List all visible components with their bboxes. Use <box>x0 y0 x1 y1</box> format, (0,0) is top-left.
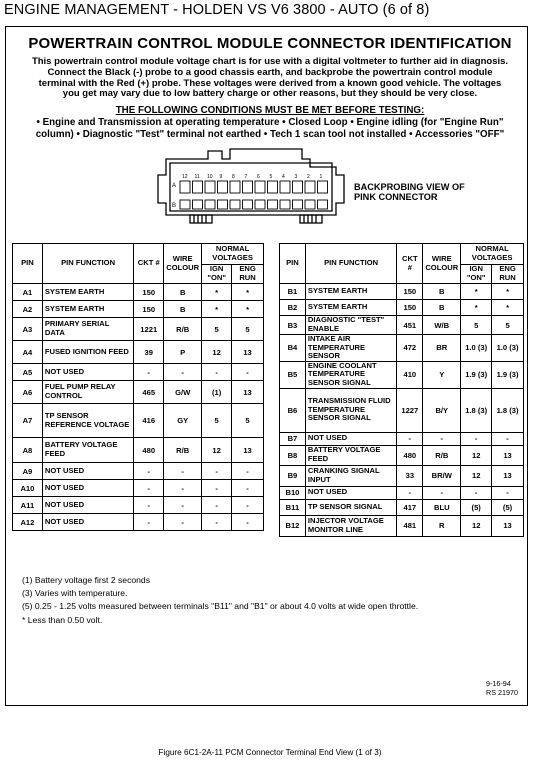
ckt-cell: - <box>134 497 164 514</box>
pin-function-cell: SYSTEM EARTH <box>305 300 396 316</box>
intro-line: This powertrain control module voltage chart is for use with a digital voltmeter to further aid in diagnosis. <box>31 56 509 67</box>
pin-function-cell: NOT USED <box>42 497 133 514</box>
cavity-b <box>180 200 190 209</box>
col-eng-header: ENG RUN <box>492 265 524 284</box>
ckt-cell: 480 <box>134 438 164 463</box>
pin-number-label: 7 <box>244 174 248 180</box>
wire-colour-cell: Y <box>423 361 461 388</box>
pin-function-cell: BATTERY VOLTAGE FEED <box>305 445 396 465</box>
eng-run-cell: (5) <box>492 499 524 515</box>
table-row <box>13 381 264 404</box>
col-normal-header: NORMAL VOLTAGES <box>461 244 524 265</box>
row-a-label: A <box>172 183 177 189</box>
pin-cell: B11 <box>280 499 306 515</box>
wire-colour-cell: R/B <box>164 438 202 463</box>
pin-number-label: 12 <box>182 174 188 180</box>
wire-colour-cell: - <box>423 432 461 445</box>
table-row <box>13 318 264 341</box>
eng-run-cell: 13 <box>232 341 264 364</box>
table-row <box>13 514 264 531</box>
connector-diagram <box>152 145 352 231</box>
pin-number-label: 8 <box>232 174 235 180</box>
eng-run-cell: - <box>232 364 264 381</box>
wire-colour-cell: B <box>164 301 202 318</box>
cavity-a <box>243 181 253 193</box>
pin-number-labels <box>182 174 323 180</box>
date-reference <box>486 680 518 697</box>
ign-on-cell: (1) <box>202 381 232 404</box>
col-function-header: PIN FUNCTION <box>42 244 133 284</box>
cavity-b <box>255 200 265 209</box>
table-row <box>280 432 524 445</box>
wire-colour-cell: - <box>164 497 202 514</box>
connector-caption <box>354 182 465 202</box>
pin-cell: A8 <box>13 438 43 463</box>
table-row <box>280 361 524 388</box>
ckt-cell: - <box>397 432 423 445</box>
col-ckt-header: CKT # <box>397 244 423 284</box>
ckt-cell: 1221 <box>134 318 164 341</box>
col-ign-header: IGN "ON" <box>202 265 232 284</box>
table-row <box>13 438 264 463</box>
col-wire-header: WIRE COLOUR <box>164 244 202 284</box>
ign-on-cell: * <box>461 284 492 300</box>
eng-run-cell: * <box>492 300 524 316</box>
pin-cell: A9 <box>13 463 43 480</box>
col-pin-header: PIN <box>280 244 306 284</box>
ckt-cell: - <box>397 486 423 499</box>
ckt-cell: 472 <box>397 335 423 362</box>
footnotes <box>22 574 418 627</box>
wire-colour-cell: B/Y <box>423 388 461 432</box>
eng-run-cell: 13 <box>492 465 524 486</box>
table-row <box>13 364 264 381</box>
ign-on-cell: - <box>202 514 232 531</box>
eng-run-cell: - <box>492 486 524 499</box>
pin-number-label: 5 <box>269 174 273 180</box>
cavity-a <box>255 181 265 193</box>
pin-function-cell: FUEL PUMP RELAY CONTROL <box>42 381 133 404</box>
wire-colour-cell: - <box>164 463 202 480</box>
table-row <box>280 284 524 300</box>
ign-on-cell: - <box>202 480 232 497</box>
pin-cell: A5 <box>13 364 43 381</box>
ckt-cell: 410 <box>397 361 423 388</box>
eng-run-cell: 1.0 (3) <box>492 335 524 362</box>
pin-cell: A7 <box>13 404 43 438</box>
table-row <box>13 463 264 480</box>
pin-function-cell: DIAGNOSTIC "TEST" ENABLE <box>305 316 396 335</box>
table-row <box>13 301 264 318</box>
wire-colour-cell: G/W <box>164 381 202 404</box>
eng-run-cell: 13 <box>232 381 264 404</box>
eng-run-cell: * <box>232 301 264 318</box>
table-row <box>13 480 264 497</box>
ckt-cell: - <box>134 514 164 531</box>
ckt-cell: 33 <box>397 465 423 486</box>
wire-colour-cell: B <box>423 300 461 316</box>
ign-on-cell: * <box>202 301 232 318</box>
cavity-a <box>230 181 240 193</box>
cavity-a <box>305 181 315 193</box>
ckt-cell: 150 <box>134 301 164 318</box>
pin-function-cell: SYSTEM EARTH <box>42 284 133 301</box>
wire-colour-cell: R/B <box>164 318 202 341</box>
footnote: * Less than 0.50 volt. <box>22 614 103 625</box>
pin-function-cell: TRANSMISSION FLUID TEMPERATURE SENSOR SIGNAL <box>305 388 396 432</box>
pin-cell: B3 <box>280 316 306 335</box>
table-row <box>280 499 524 515</box>
pin-table-b-body <box>280 284 524 537</box>
col-normal-header: NORMAL VOLTAGES <box>202 244 264 265</box>
wire-colour-cell: BR <box>423 335 461 362</box>
conditions-text <box>9 117 531 140</box>
col-wire-header: WIRE COLOUR <box>423 244 461 284</box>
col-function-header: PIN FUNCTION <box>305 244 396 284</box>
ckt-cell: 150 <box>397 284 423 300</box>
figure-caption: Figure 6C1-2A-11 PCM Connector Terminal End View (1 of 3) <box>158 748 382 757</box>
pin-cell: B6 <box>280 388 306 432</box>
table-row <box>280 515 524 536</box>
ign-on-cell: 1.0 (3) <box>461 335 492 362</box>
table-row <box>280 465 524 486</box>
eng-run-cell: - <box>232 514 264 531</box>
eng-run-cell: 13 <box>492 445 524 465</box>
pin-function-cell: FUSED IGNITION FEED <box>42 341 133 364</box>
pin-cell: B12 <box>280 515 306 536</box>
eng-run-cell: 1.9 (3) <box>492 361 524 388</box>
row-b-label: B <box>172 203 177 209</box>
pin-function-cell: SYSTEM EARTH <box>305 284 396 300</box>
ign-on-cell: 12 <box>461 445 492 465</box>
ckt-cell: 451 <box>397 316 423 335</box>
wire-colour-cell: R/B <box>423 445 461 465</box>
pin-function-cell: ENGINE COOLANT TEMPERATURE SENSOR SIGNAL <box>305 361 396 388</box>
pin-number-label: 6 <box>257 174 260 180</box>
cavity-b <box>205 200 215 209</box>
ign-on-cell: - <box>202 463 232 480</box>
ign-on-cell: 5 <box>202 318 232 341</box>
pin-function-cell: BATTERY VOLTAGE FEED <box>42 438 133 463</box>
eng-run-cell: 13 <box>232 438 264 463</box>
wire-colour-cell: GY <box>164 404 202 438</box>
conditions-line: • Engine and Transmission at operating temperature • Closed Loop • Engine idling (for "Engine Run" <box>36 117 504 128</box>
pin-table-a <box>12 243 264 531</box>
cavity-b <box>293 200 303 209</box>
table-row <box>13 404 264 438</box>
cavity-a <box>180 181 190 193</box>
wire-colour-cell: W/B <box>423 316 461 335</box>
pin-number-label: 1 <box>319 174 323 180</box>
table-row <box>280 300 524 316</box>
ign-on-cell: 5 <box>461 316 492 335</box>
cavity-b <box>318 200 328 209</box>
pin-function-cell: NOT USED <box>42 514 133 531</box>
cavity-a <box>218 181 228 193</box>
ckt-cell: 481 <box>397 515 423 536</box>
cavity-row-a <box>180 181 328 193</box>
cavity-a <box>280 181 290 193</box>
reference-number: RS 21970 <box>486 687 518 697</box>
cavity-a <box>268 181 278 193</box>
eng-run-cell: 5 <box>232 404 264 438</box>
pin-number-label: 10 <box>207 174 213 180</box>
pin-cell: B7 <box>280 432 306 445</box>
cavity-b <box>268 200 278 209</box>
col-eng-header: ENG RUN <box>232 265 264 284</box>
table-row <box>13 497 264 514</box>
pin-function-cell: PRIMARY SERIAL DATA <box>42 318 133 341</box>
pin-table-a-body <box>13 284 264 531</box>
cavity-b <box>218 200 228 209</box>
pin-function-cell: NOT USED <box>42 463 133 480</box>
eng-run-cell: - <box>492 432 524 445</box>
pin-cell: B4 <box>280 335 306 362</box>
pin-function-cell: NOT USED <box>305 432 396 445</box>
wire-colour-cell: - <box>423 486 461 499</box>
pin-function-cell: CRANKING SIGNAL INPUT <box>305 465 396 486</box>
pin-number-label: 3 <box>294 174 298 180</box>
eng-run-cell: 13 <box>492 515 524 536</box>
pin-function-cell: TP SENSOR SIGNAL <box>305 499 396 515</box>
eng-run-cell: * <box>232 284 264 301</box>
intro-line: Connect the Black (-) probe to a good chassis earth, and backprobe the powertrain control module <box>47 66 493 78</box>
wire-colour-cell: B <box>164 284 202 301</box>
footnote: (1) Battery voltage first 2 seconds <box>22 575 151 585</box>
ign-on-cell: * <box>461 300 492 316</box>
ign-on-cell: 12 <box>461 465 492 486</box>
ign-on-cell: - <box>202 497 232 514</box>
table-row <box>280 388 524 432</box>
pin-function-cell: INJECTOR VOLTAGE MONITOR LINE <box>305 515 396 536</box>
ckt-cell: 465 <box>134 381 164 404</box>
table-row <box>13 341 264 364</box>
pin-function-cell: NOT USED <box>42 480 133 497</box>
pin-function-cell: TP SENSOR REFERENCE VOLTAGE <box>42 404 133 438</box>
cavity-a <box>205 181 215 193</box>
ign-on-cell: - <box>461 486 492 499</box>
conditions-line: column) • Diagnostic "Test" terminal not earthed • Tech 1 scan tool not installed • Accessories "OFF" <box>35 128 505 140</box>
eng-run-cell: - <box>232 480 264 497</box>
ckt-cell: 417 <box>397 499 423 515</box>
ign-on-cell: 5 <box>202 404 232 438</box>
cavity-a <box>193 181 203 193</box>
ign-on-cell: - <box>461 432 492 445</box>
ckt-cell: 150 <box>134 284 164 301</box>
pin-function-cell: NOT USED <box>42 364 133 381</box>
wire-colour-cell: - <box>164 364 202 381</box>
cavity-b <box>305 200 315 209</box>
eng-run-cell: 5 <box>492 316 524 335</box>
cavity-row-b <box>180 200 328 209</box>
eng-run-cell: * <box>492 284 524 300</box>
wire-colour-cell: BR/W <box>423 465 461 486</box>
connector-caption-line: BACKPROBING VIEW OF <box>354 182 465 192</box>
ign-on-cell: - <box>202 364 232 381</box>
footnote: (3) Varies with temperature. <box>22 588 128 599</box>
intro-line: terminal with the Red (+) probe. These voltages were derived from a known good vehicle. The voltages <box>38 77 502 89</box>
wire-colour-cell: P <box>164 341 202 364</box>
eng-run-cell: 1.8 (3) <box>492 388 524 432</box>
eng-run-cell: - <box>232 497 264 514</box>
col-pin-header: PIN <box>13 244 43 284</box>
ckt-cell: 150 <box>397 300 423 316</box>
ign-on-cell: 1.9 (3) <box>461 361 492 388</box>
conditions-heading: THE FOLLOWING CONDITIONS MUST BE MET BEFORE TESTING: <box>115 105 425 116</box>
pin-table-b <box>279 243 524 537</box>
pin-cell: A11 <box>13 497 43 514</box>
table-row <box>280 316 524 335</box>
ckt-cell: 416 <box>134 404 164 438</box>
pin-cell: A1 <box>13 284 43 301</box>
pin-cell: B9 <box>280 465 306 486</box>
pin-function-cell: NOT USED <box>305 486 396 499</box>
pin-number-label: 11 <box>194 174 200 180</box>
wire-colour-cell: B <box>423 284 461 300</box>
ckt-cell: 1227 <box>397 388 423 432</box>
ckt-cell: 39 <box>134 341 164 364</box>
date: 9-16-94 <box>486 679 511 688</box>
cavity-a <box>293 181 303 193</box>
page-header: ENGINE MANAGEMENT - HOLDEN VS V6 3800 - AUTO (6 of 8) <box>4 2 430 18</box>
cavity-b <box>230 200 240 209</box>
col-ign-header: IGN "ON" <box>461 265 492 284</box>
table-row <box>280 445 524 465</box>
footnote: (5) 0.25 - 1.25 volts measured between terminals "B11" and "B1" or about 4.0 volts at wide open throttle. <box>22 601 419 612</box>
connector-caption-line: PINK CONNECTOR <box>354 192 438 202</box>
cavity-b <box>280 200 290 209</box>
pin-cell: A3 <box>13 318 43 341</box>
cavity-b <box>193 200 203 209</box>
wire-colour-cell: R <box>423 515 461 536</box>
pin-cell: A10 <box>13 480 43 497</box>
pin-cell: B1 <box>280 284 306 300</box>
ign-on-cell: 12 <box>461 515 492 536</box>
intro-text <box>9 57 531 100</box>
ckt-cell: - <box>134 364 164 381</box>
intro-line: you get may vary due to low battery charge or other reasons, but they should be very close. <box>62 88 478 100</box>
ign-on-cell: (5) <box>461 499 492 515</box>
eng-run-cell: - <box>232 463 264 480</box>
ign-on-cell: * <box>202 284 232 301</box>
col-ckt-header: CKT # <box>134 244 164 284</box>
pin-function-cell: SYSTEM EARTH <box>42 301 133 318</box>
pin-number-label: 4 <box>282 174 285 180</box>
table-row <box>280 335 524 362</box>
pin-cell: B10 <box>280 486 306 499</box>
pin-function-cell: INTAKE AIR TEMPERATURE SENSOR <box>305 335 396 362</box>
ign-on-cell: 12 <box>202 438 232 463</box>
pin-cell: B5 <box>280 361 306 388</box>
pin-cell: B2 <box>280 300 306 316</box>
wire-colour-cell: - <box>164 514 202 531</box>
table-row <box>280 486 524 499</box>
table-row <box>13 284 264 301</box>
pin-number-label: 9 <box>219 174 223 180</box>
eng-run-cell: 5 <box>232 318 264 341</box>
wire-colour-cell: BLU <box>423 499 461 515</box>
ckt-cell: - <box>134 480 164 497</box>
page-title: POWERTRAIN CONTROL MODULE CONNECTOR IDENTIFICATION <box>28 35 512 52</box>
pin-cell: A12 <box>13 514 43 531</box>
ign-on-cell: 12 <box>202 341 232 364</box>
pin-cell: A6 <box>13 381 43 404</box>
cavity-a <box>318 181 328 193</box>
pin-number-label: 2 <box>307 174 310 180</box>
cavity-b <box>243 200 253 209</box>
pin-cell: A2 <box>13 301 43 318</box>
pin-cell: A4 <box>13 341 43 364</box>
pin-cell: B8 <box>280 445 306 465</box>
ign-on-cell: 1.8 (3) <box>461 388 492 432</box>
wire-colour-cell: - <box>164 480 202 497</box>
ckt-cell: - <box>134 463 164 480</box>
ckt-cell: 480 <box>397 445 423 465</box>
